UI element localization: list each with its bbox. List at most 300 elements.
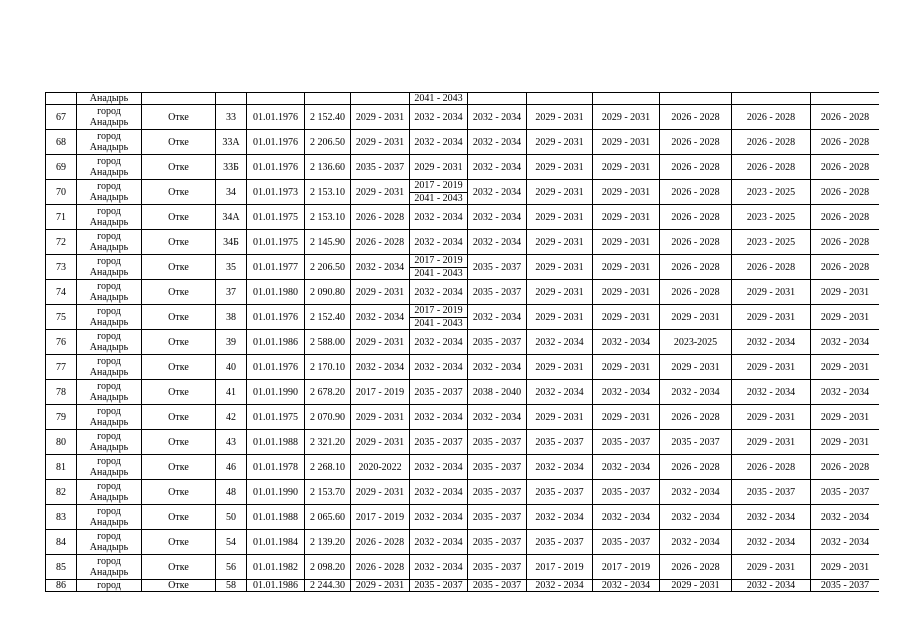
table-row	[46, 205, 880, 230]
cell-area: 2 136.60	[305, 155, 351, 180]
cell-period-6: 2032 - 2034	[660, 380, 732, 405]
cell-period-5: 2032 - 2034	[593, 330, 660, 355]
cell-number: 77	[46, 355, 77, 380]
cell-period-3: 2032 - 2034	[468, 180, 527, 205]
cell-period-4: 2029 - 2031	[527, 280, 593, 305]
cell-number: 81	[46, 455, 77, 480]
cell-period-5: 2029 - 2031	[593, 405, 660, 430]
cell-period-4: 2029 - 2031	[527, 305, 593, 330]
cell-period-2-second: 2041 - 2043	[414, 317, 463, 329]
cell-period-7: 2023 - 2025	[732, 180, 811, 205]
cell-city: город Анадырь	[77, 355, 142, 380]
cell-period-7: 2032 - 2034	[732, 330, 811, 355]
cell-period-2: 2032 - 2034	[410, 455, 468, 480]
cell-number	[46, 93, 77, 105]
cell-period-2: 2032 - 2034	[410, 130, 468, 155]
cell-number: 83	[46, 505, 77, 530]
cell-period-4: 2029 - 2031	[527, 105, 593, 130]
cell-house: 46	[216, 455, 247, 480]
cell-period-3: 2032 - 2034	[468, 230, 527, 255]
cell-period-5: 2029 - 2031	[593, 280, 660, 305]
housing-repair-schedule-table	[45, 92, 879, 592]
cell-period-7: 2032 - 2034	[732, 380, 811, 405]
cell-period-7: 2026 - 2028	[732, 155, 811, 180]
cell-city: город Анадырь	[77, 230, 142, 255]
cell-house: 41	[216, 380, 247, 405]
cell-period-5: 2032 - 2034	[593, 505, 660, 530]
cell-street: Отке	[142, 530, 216, 555]
cell-period-6: 2026 - 2028	[660, 130, 732, 155]
table-row	[46, 555, 880, 580]
cell-street: Отке	[142, 580, 216, 592]
cell-period-3: 2035 - 2037	[468, 455, 527, 480]
table-row	[46, 455, 880, 480]
cell-period-7: 2032 - 2034	[732, 505, 811, 530]
cell-period-7: 2032 - 2034	[732, 530, 811, 555]
cell-period-8: 2026 - 2028	[811, 230, 880, 255]
cell-period-5: 2029 - 2031	[593, 205, 660, 230]
cell-period-4: 2032 - 2034	[527, 455, 593, 480]
cell-area: 2 152.40	[305, 105, 351, 130]
cell-street: Отке	[142, 430, 216, 455]
cell-period-1: 2032 - 2034	[351, 355, 410, 380]
cell-period-5: 2029 - 2031	[593, 155, 660, 180]
cell-period-4: 2029 - 2031	[527, 180, 593, 205]
cell-house: 54	[216, 530, 247, 555]
cell-period-5: 2029 - 2031	[593, 105, 660, 130]
cell-period-8: 2026 - 2028	[811, 105, 880, 130]
cell-street: Отке	[142, 205, 216, 230]
cell-street: Отке	[142, 180, 216, 205]
cell-area: 2 206.50	[305, 255, 351, 280]
cell-number: 67	[46, 105, 77, 130]
cell-period-5	[593, 93, 660, 105]
cell-street: Отке	[142, 280, 216, 305]
cell-period-5: 2029 - 2031	[593, 180, 660, 205]
cell-period-5: 2029 - 2031	[593, 255, 660, 280]
cell-period-3: 2035 - 2037	[468, 480, 527, 505]
cell-period-8: 2032 - 2034	[811, 530, 880, 555]
cell-period-1: 2029 - 2031	[351, 330, 410, 355]
cell-house: 42	[216, 405, 247, 430]
cell-period-7: 2029 - 2031	[732, 555, 811, 580]
cell-area: 2 321.20	[305, 430, 351, 455]
cell-period-5: 2035 - 2037	[593, 480, 660, 505]
cell-date: 01.01.1976	[247, 130, 305, 155]
cell-period-7: 2026 - 2028	[732, 130, 811, 155]
cell-area: 2 170.10	[305, 355, 351, 380]
cell-number: 84	[46, 530, 77, 555]
cell-number: 69	[46, 155, 77, 180]
cell-period-2	[410, 255, 468, 280]
cell-period-4: 2032 - 2034	[527, 505, 593, 530]
cell-period-4: 2035 - 2037	[527, 430, 593, 455]
cell-period-8: 2026 - 2028	[811, 180, 880, 205]
cell-period-8: 2029 - 2031	[811, 280, 880, 305]
table-row	[46, 530, 880, 555]
cell-period-6: 2026 - 2028	[660, 180, 732, 205]
cell-area: 2 588.00	[305, 330, 351, 355]
cell-period-3: 2035 - 2037	[468, 555, 527, 580]
cell-street: Отке	[142, 455, 216, 480]
cell-house: 34Б	[216, 230, 247, 255]
cell-period-6: 2032 - 2034	[660, 480, 732, 505]
cell-number: 82	[46, 480, 77, 505]
cell-period-3: 2038 - 2040	[468, 380, 527, 405]
cell-period-1: 2032 - 2034	[351, 255, 410, 280]
cell-period-1: 2026 - 2028	[351, 530, 410, 555]
cell-date: 01.01.1976	[247, 105, 305, 130]
cell-city: город	[77, 580, 142, 592]
cell-area: 2 678.20	[305, 380, 351, 405]
cell-period-7: 2029 - 2031	[732, 430, 811, 455]
cell-period-3: 2032 - 2034	[468, 155, 527, 180]
cell-city: город Анадырь	[77, 430, 142, 455]
cell-period-6: 2026 - 2028	[660, 405, 732, 430]
cell-period-4: 2032 - 2034	[527, 380, 593, 405]
cell-house: 34А	[216, 205, 247, 230]
cell-period-3: 2032 - 2034	[468, 305, 527, 330]
cell-number: 80	[46, 430, 77, 455]
cell-period-8: 2026 - 2028	[811, 130, 880, 155]
cell-period-5: 2035 - 2037	[593, 430, 660, 455]
cell-period-4: 2029 - 2031	[527, 405, 593, 430]
cell-house: 37	[216, 280, 247, 305]
cell-city: город Анадырь	[77, 505, 142, 530]
cell-period-8: 2035 - 2037	[811, 580, 880, 592]
cell-period-4: 2029 - 2031	[527, 230, 593, 255]
cell-period-8: 2026 - 2028	[811, 455, 880, 480]
cell-period-7: 2026 - 2028	[732, 105, 811, 130]
cell-period-1: 2032 - 2034	[351, 305, 410, 330]
table-row	[46, 430, 880, 455]
table-row	[46, 580, 880, 592]
cell-period-2: 2032 - 2034	[410, 355, 468, 380]
cell-city: город Анадырь	[77, 255, 142, 280]
cell-period-3: 2035 - 2037	[468, 580, 527, 592]
cell-period-2: 2032 - 2034	[410, 205, 468, 230]
cell-period-8: 2029 - 2031	[811, 555, 880, 580]
cell-period-5: 2029 - 2031	[593, 230, 660, 255]
cell-period-3: 2035 - 2037	[468, 280, 527, 305]
cell-period-5: 2032 - 2034	[593, 455, 660, 480]
cell-date: 01.01.1986	[247, 580, 305, 592]
cell-date: 01.01.1976	[247, 155, 305, 180]
cell-period-7: 2032 - 2034	[732, 580, 811, 592]
cell-period-1: 2017 - 2019	[351, 505, 410, 530]
cell-house: 34	[216, 180, 247, 205]
cell-area: 2 153.10	[305, 205, 351, 230]
cell-period-2: 2032 - 2034	[410, 555, 468, 580]
cell-date: 01.01.1988	[247, 430, 305, 455]
cell-area: 2 098.20	[305, 555, 351, 580]
cell-period-8: 2035 - 2037	[811, 480, 880, 505]
cell-period-2: 2032 - 2034	[410, 480, 468, 505]
cell-period-3: 2035 - 2037	[468, 255, 527, 280]
cell-period-6: 2026 - 2028	[660, 280, 732, 305]
cell-house: 58	[216, 580, 247, 592]
table-row	[46, 105, 880, 130]
cell-city: город Анадырь	[77, 555, 142, 580]
cell-city: город Анадырь	[77, 405, 142, 430]
cell-period-4: 2035 - 2037	[527, 480, 593, 505]
cell-house: 43	[216, 430, 247, 455]
cell-period-1: 2029 - 2031	[351, 180, 410, 205]
cell-period-3: 2032 - 2034	[468, 130, 527, 155]
cell-period-8: 2026 - 2028	[811, 205, 880, 230]
cell-period-1: 2029 - 2031	[351, 430, 410, 455]
cell-period-1: 2035 - 2037	[351, 155, 410, 180]
cell-city: город Анадырь	[77, 105, 142, 130]
cell-period-8: 2026 - 2028	[811, 155, 880, 180]
cell-period-6: 2026 - 2028	[660, 205, 732, 230]
cell-city: город Анадырь	[77, 330, 142, 355]
cell-period-2: 2032 - 2034	[410, 330, 468, 355]
cell-street: Отке	[142, 230, 216, 255]
cell-city: город Анадырь	[77, 280, 142, 305]
cell-period-7: 2026 - 2028	[732, 255, 811, 280]
cell-period-4: 2029 - 2031	[527, 205, 593, 230]
cell-period-7: 2029 - 2031	[732, 355, 811, 380]
cell-period-1: 2029 - 2031	[351, 480, 410, 505]
cell-period-6: 2029 - 2031	[660, 580, 732, 592]
cell-number: 70	[46, 180, 77, 205]
cell-period-6: 2026 - 2028	[660, 555, 732, 580]
cell-period-5: 2032 - 2034	[593, 380, 660, 405]
cell-city: город Анадырь	[77, 305, 142, 330]
cell-period-1: 2029 - 2031	[351, 130, 410, 155]
cell-date: 01.01.1975	[247, 405, 305, 430]
cell-period-7: 2029 - 2031	[732, 305, 811, 330]
cell-date: 01.01.1978	[247, 455, 305, 480]
cell-period-2: 2029 - 2031	[410, 155, 468, 180]
cell-period-3: 2035 - 2037	[468, 330, 527, 355]
cell-period-8: 2029 - 2031	[811, 355, 880, 380]
cell-period-5: 2029 - 2031	[593, 355, 660, 380]
cell-street: Отке	[142, 355, 216, 380]
cell-period-6: 2023-2025	[660, 330, 732, 355]
cell-period-7: 2023 - 2025	[732, 230, 811, 255]
cell-period-2-second: 2041 - 2043	[414, 192, 463, 204]
cell-city: город Анадырь	[77, 180, 142, 205]
cell-street: Отке	[142, 305, 216, 330]
cell-house: 33Б	[216, 155, 247, 180]
cell-period-5: 2029 - 2031	[593, 305, 660, 330]
cell-period-2	[410, 180, 468, 205]
cell-area	[305, 93, 351, 105]
cell-number: 71	[46, 205, 77, 230]
cell-city: Анадырь	[77, 93, 142, 105]
cell-house: 40	[216, 355, 247, 380]
cell-period-2: 2035 - 2037	[410, 430, 468, 455]
cell-date: 01.01.1984	[247, 530, 305, 555]
cell-date: 01.01.1988	[247, 505, 305, 530]
cell-area: 2 244.30	[305, 580, 351, 592]
cell-area: 2 070.90	[305, 405, 351, 430]
cell-period-3: 2035 - 2037	[468, 430, 527, 455]
cell-city: город Анадырь	[77, 205, 142, 230]
cell-date: 01.01.1986	[247, 330, 305, 355]
cell-period-2-first: 2017 - 2019	[410, 180, 467, 193]
cell-period-4: 2017 - 2019	[527, 555, 593, 580]
table-row	[46, 405, 880, 430]
cell-period-4: 2029 - 2031	[527, 130, 593, 155]
document-page	[45, 92, 879, 598]
cell-date: 01.01.1977	[247, 255, 305, 280]
cell-house	[216, 93, 247, 105]
cell-period-6: 2026 - 2028	[660, 255, 732, 280]
cell-period-7: 2026 - 2028	[732, 455, 811, 480]
cell-period-2: 2035 - 2037	[410, 580, 468, 592]
cell-number: 75	[46, 305, 77, 330]
cell-period-2: 2032 - 2034	[410, 280, 468, 305]
cell-period-7: 2029 - 2031	[732, 405, 811, 430]
cell-period-8: 2032 - 2034	[811, 330, 880, 355]
cell-period-1: 2020-2022	[351, 455, 410, 480]
table-row	[46, 280, 880, 305]
cell-number: 86	[46, 580, 77, 592]
cell-house: 48	[216, 480, 247, 505]
cell-house: 33А	[216, 130, 247, 155]
cell-date: 01.01.1975	[247, 205, 305, 230]
cell-date: 01.01.1975	[247, 230, 305, 255]
cell-date: 01.01.1982	[247, 555, 305, 580]
cell-period-2: 2032 - 2034	[410, 505, 468, 530]
cell-street: Отке	[142, 405, 216, 430]
table-row	[46, 355, 880, 380]
cell-period-1	[351, 93, 410, 105]
cell-period-5: 2035 - 2037	[593, 530, 660, 555]
table-row	[46, 130, 880, 155]
cell-period-6: 2026 - 2028	[660, 105, 732, 130]
cell-house: 33	[216, 105, 247, 130]
table-row	[46, 505, 880, 530]
cell-period-3: 2032 - 2034	[468, 405, 527, 430]
table-row	[46, 380, 880, 405]
table-row	[46, 155, 880, 180]
cell-period-8: 2026 - 2028	[811, 255, 880, 280]
cell-number: 72	[46, 230, 77, 255]
cell-period-6: 2026 - 2028	[660, 230, 732, 255]
cell-period-2-first: 2017 - 2019	[410, 305, 467, 318]
cell-date: 01.01.1973	[247, 180, 305, 205]
cell-street: Отке	[142, 330, 216, 355]
table-row	[46, 330, 880, 355]
cell-period-1: 2029 - 2031	[351, 580, 410, 592]
cell-house: 38	[216, 305, 247, 330]
cell-period-3: 2032 - 2034	[468, 355, 527, 380]
cell-period-4: 2029 - 2031	[527, 355, 593, 380]
cell-period-6: 2029 - 2031	[660, 305, 732, 330]
cell-period-1: 2026 - 2028	[351, 555, 410, 580]
cell-period-1: 2026 - 2028	[351, 205, 410, 230]
table-row	[46, 480, 880, 505]
cell-period-7: 2035 - 2037	[732, 480, 811, 505]
cell-city: город Анадырь	[77, 155, 142, 180]
cell-period-2: 2032 - 2034	[410, 530, 468, 555]
cell-period-1: 2029 - 2031	[351, 280, 410, 305]
cell-period-4: 2032 - 2034	[527, 580, 593, 592]
cell-period-2: 2032 - 2034	[410, 105, 468, 130]
cell-city: город Анадырь	[77, 130, 142, 155]
cell-city: город Анадырь	[77, 380, 142, 405]
cell-period-3: 2032 - 2034	[468, 205, 527, 230]
cell-number: 68	[46, 130, 77, 155]
cell-area: 2 145.90	[305, 230, 351, 255]
cell-area: 2 206.50	[305, 130, 351, 155]
cell-street: Отке	[142, 155, 216, 180]
cell-period-1: 2017 - 2019	[351, 380, 410, 405]
cell-period-8: 2029 - 2031	[811, 405, 880, 430]
cell-street: Отке	[142, 105, 216, 130]
cell-street: Отке	[142, 555, 216, 580]
cell-number: 73	[46, 255, 77, 280]
cell-date: 01.01.1976	[247, 305, 305, 330]
cell-date: 01.01.1976	[247, 355, 305, 380]
cell-number: 74	[46, 280, 77, 305]
cell-period-6: 2032 - 2034	[660, 530, 732, 555]
cell-area: 2 139.20	[305, 530, 351, 555]
cell-street: Отке	[142, 130, 216, 155]
cell-period-8: 2032 - 2034	[811, 505, 880, 530]
cell-date: 01.01.1980	[247, 280, 305, 305]
cell-period-5: 2029 - 2031	[593, 130, 660, 155]
cell-city: город Анадырь	[77, 480, 142, 505]
cell-city: город Анадырь	[77, 530, 142, 555]
cell-period-1: 2026 - 2028	[351, 230, 410, 255]
cell-period-3: 2035 - 2037	[468, 530, 527, 555]
cell-period-3: 2032 - 2034	[468, 105, 527, 130]
cell-period-3: 2035 - 2037	[468, 505, 527, 530]
table-body	[46, 93, 880, 592]
cell-period-2-second: 2041 - 2043	[414, 267, 463, 279]
cell-house: 35	[216, 255, 247, 280]
cell-house: 56	[216, 555, 247, 580]
cell-period-4: 2029 - 2031	[527, 155, 593, 180]
cell-period-6: 2035 - 2037	[660, 430, 732, 455]
cell-period-8	[811, 93, 880, 105]
cell-city: город Анадырь	[77, 455, 142, 480]
cell-period-8: 2029 - 2031	[811, 305, 880, 330]
cell-area: 2 065.60	[305, 505, 351, 530]
cell-period-7	[732, 93, 811, 105]
cell-house: 39	[216, 330, 247, 355]
cell-house: 50	[216, 505, 247, 530]
cell-period-2	[410, 305, 468, 330]
cell-area: 2 090.80	[305, 280, 351, 305]
cell-period-7: 2029 - 2031	[732, 280, 811, 305]
cell-period-5: 2017 - 2019	[593, 555, 660, 580]
cell-period-7: 2023 - 2025	[732, 205, 811, 230]
cell-area: 2 268.10	[305, 455, 351, 480]
cell-period-6	[660, 93, 732, 105]
cell-date: 01.01.1990	[247, 380, 305, 405]
table-row-continued	[46, 93, 880, 105]
cell-period-2-first: 2017 - 2019	[410, 255, 467, 268]
cell-period-1: 2029 - 2031	[351, 105, 410, 130]
cell-number: 76	[46, 330, 77, 355]
cell-period-8: 2029 - 2031	[811, 430, 880, 455]
cell-area: 2 153.10	[305, 180, 351, 205]
cell-period-4: 2035 - 2037	[527, 530, 593, 555]
cell-period-4: 2032 - 2034	[527, 330, 593, 355]
cell-period-5: 2032 - 2034	[593, 580, 660, 592]
cell-number: 85	[46, 555, 77, 580]
cell-period-6: 2032 - 2034	[660, 505, 732, 530]
cell-period-2: 2035 - 2037	[410, 380, 468, 405]
cell-number: 78	[46, 380, 77, 405]
cell-period-2: 2032 - 2034	[410, 405, 468, 430]
